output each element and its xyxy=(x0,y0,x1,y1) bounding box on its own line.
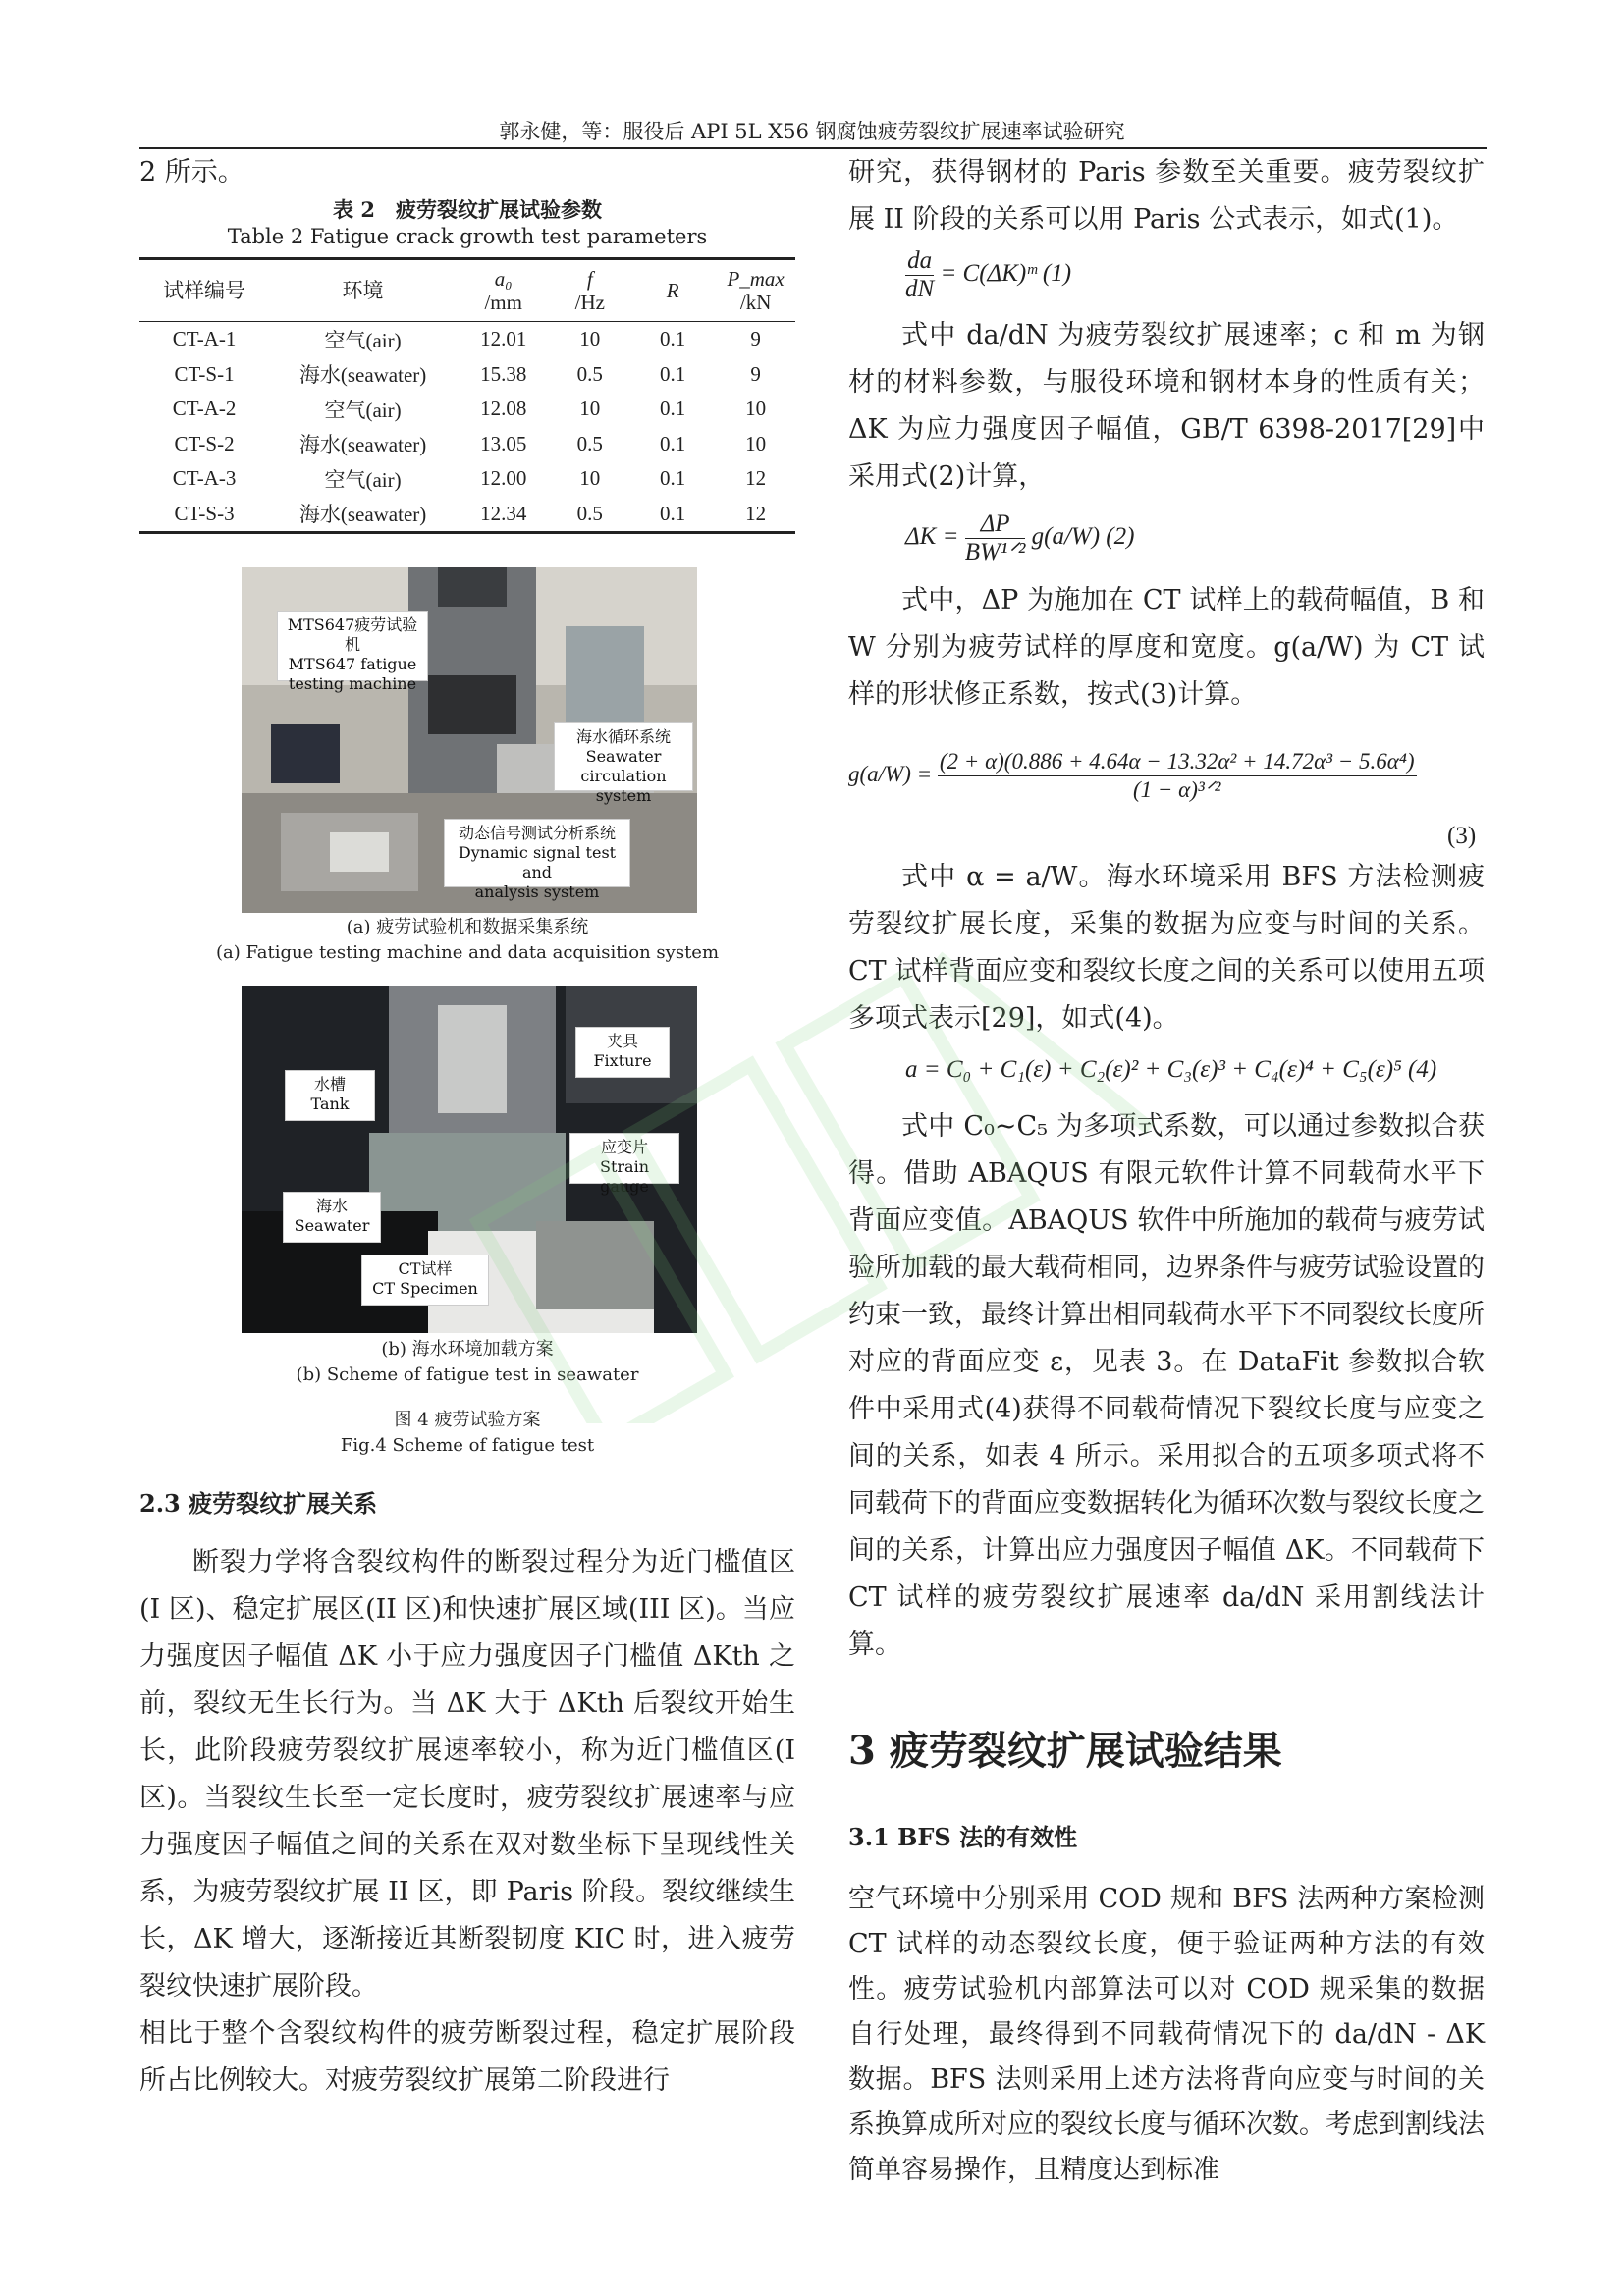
photo-seawater-scheme xyxy=(242,986,697,1333)
label-seawater-system: 海水循环系统 Seawater circulation system xyxy=(554,722,693,791)
table-caption-en: Table 2 Fatigue crack growth test parameters xyxy=(227,225,708,248)
photo-testing-machine xyxy=(242,567,697,913)
section-2-3-heading: 2.3 疲劳裂纹扩展关系 xyxy=(139,1489,378,1518)
paragraph: 空气环境中分别采用 COD 规和 BFS 法两种方案检测 CT 试样的动态裂纹长度，便于验证两种方法的有效性。疲劳试验机内部算法可以对 COD 规采集的数据自行处理，最终得到不同载荷情况下的 da/dN - ΔK 数据。BFS 法则采用上述方法将背向应变与时间的关系换算成所对应的裂纹长度与循环次数。考虑到割线法简单容易操作，且精度达到标准 xyxy=(848,1884,1485,2185)
figure-caption-cn: 图 4 疲劳试验方案 xyxy=(394,1410,541,1430)
label-signal-system: 动态信号测试分析系统 Dynamic signal test and analysis system xyxy=(444,819,630,887)
col-header: 试样编号 xyxy=(163,279,246,302)
section-3-1-heading: 3.1 BFS 法的有效性 xyxy=(848,1823,1078,1851)
fig-b-caption-cn: (b) 海水环境加载方案 xyxy=(381,1339,554,1360)
equation-1: $\frac{da}{dN}$ = C(ΔK)ᵐ (1) xyxy=(905,247,1072,302)
col-header: 环境 xyxy=(342,279,384,302)
intro-line: 2 所示。 xyxy=(139,157,244,187)
paragraph: 式中 α = a/W。海水环境采用 BFS 方法检测疲劳裂纹扩展长度，采集的数据为应变与时间的关系。CT 试样背面应变和裂纹长度之间的关系可以使用五项多项式表示[29]，如式(4)。 xyxy=(848,862,1485,1034)
table-row: CT-A-1 空气(air) 12.01 10 0.1 9 xyxy=(172,327,761,352)
label-strain-gauge: 应变片 Strain gauge xyxy=(569,1133,679,1184)
label-machine: MTS647疲劳试验机 MTS647 fatigue testing machine xyxy=(277,611,428,681)
equation-2: ΔK = $\frac{\Delta P}{\text{BW¹ᐟ²}}$ g(a/W) (2) xyxy=(905,510,1135,565)
paragraph: 相比于整个含裂纹构件的疲劳断裂过程，稳定扩展阶段所占比例较大。对疲劳裂纹扩展第二阶段进行 xyxy=(139,2018,795,2096)
figure-caption-en: Fig.4 Scheme of fatigue test xyxy=(340,1435,595,1456)
table-caption-cn: 表 2 疲劳裂纹扩展试验参数 xyxy=(333,197,602,222)
label-fixture: 夹具 Fixture xyxy=(575,1027,670,1078)
col-header: f /Hz xyxy=(574,267,605,314)
label-tank: 水槽 Tank xyxy=(285,1070,375,1121)
fig-b-caption-en: (b) Scheme of fatigue test in seawater xyxy=(296,1364,639,1385)
section-2-3-body xyxy=(139,1539,795,2105)
label-ct-specimen: CT试样 CT Specimen xyxy=(361,1255,489,1306)
equation-3-number: (3) xyxy=(1447,823,1477,849)
fig-a-caption-cn: (a) 疲劳试验机和数据采集系统 xyxy=(346,917,589,937)
fig-a-caption-en: (a) Fatigue testing machine and data acquisition system xyxy=(215,942,720,963)
col-header: R xyxy=(666,279,679,302)
params-table xyxy=(139,257,795,534)
equation-3: g(a/W) = $\frac{\text{(2 + α)(0.886 + 4.64α − 13.32α² + 14.72α³ − 5.6α⁴)}}{\text{(1 − α)³ᐟ²}}$ xyxy=(848,749,1415,802)
table-row: CT-A-3 空气(air) 12.00 10 0.1 12 xyxy=(172,466,767,492)
paragraph: 式中 C₀~C₅ 为多项式系数，可以通过参数拟合获得。借助 ABAQUS 有限元软件计算不同载荷水平下背面应变值。ABAQUS 软件中所施加的载荷与疲劳试验所加载的最大载荷相同，边界条件与疲劳试验设置的约束一致，最终计算出相同载荷水平下不同裂纹长度所对应的背面应变 ε，见表 3。在 DataFit 参数拟合软件中采用式(4)获得不同载荷情况下裂纹长度与应变之间的关系，如表 4 所示。采用拟合的五项多项式将不同载荷下的背面应变数据转化为循环次数与裂纹长度之间的关系，计算出应力强度因子幅值 ΔK。不同载荷下 CT 试样的疲劳裂纹扩展速率 da/dN 采用割线法计算。 xyxy=(848,1111,1485,1660)
col-header: P_max /kN xyxy=(727,267,785,314)
paragraph: 断裂力学将含裂纹构件的断裂过程分为近门槛值区(I 区)、稳定扩展区(II 区)和快速扩展区域(III 区)。当应力强度因子幅值 ΔK 小于应力强度因子门槛值 ΔKth 之前，裂纹无生长行为。当 ΔK 大于 ΔKth 后裂纹开始生长，此阶段疲劳裂纹扩展速率较小，称为近门槛值区(I 区)。当裂纹生长至一定长度时，疲劳裂纹扩展速率与应力强度因子幅值之间的关系在双对数坐标下呈现线性关系，为疲劳裂纹扩展 II 区，即 Paris 阶段。裂纹继续生长，ΔK 增大，逐渐接近其断裂韧度 KIC 时，进入疲劳裂纹快速扩展阶段。 xyxy=(139,1547,795,2002)
table-row: CT-A-2 空气(air) 12.08 10 0.1 10 xyxy=(172,397,767,422)
table-row: CT-S-3 海水(seawater) 12.34 0.5 0.1 12 xyxy=(139,497,795,533)
label-seawater: 海水 Seawater xyxy=(283,1192,381,1243)
paragraph: 研究，获得钢材的 Paris 参数至关重要。疲劳裂纹扩展 II 阶段的关系可以用 Paris 公式表示，如式(1)。 xyxy=(848,157,1485,235)
equation-4: a = C₀ + C₁(ε) + C₂(ε)² + C₃(ε)³ + C₄(ε)⁴ + C₅(ε)⁵ (4) xyxy=(905,1056,1437,1083)
section-3-heading: 3 疲劳裂纹扩展试验结果 xyxy=(848,1728,1282,1774)
running-title: 郭永健，等：服役后 API 5L X56 钢腐蚀疲劳裂纹扩展速率试验研究 xyxy=(499,120,1125,143)
col-header: a₀ /mm xyxy=(484,267,522,314)
table-row: CT-S-1 海水(seawater) 15.38 0.5 0.1 9 xyxy=(174,361,761,388)
table-row: CT-S-2 海水(seawater) 13.05 0.5 0.1 10 xyxy=(174,431,767,457)
table-header-row xyxy=(139,259,795,322)
paragraph: 式中，ΔP 为施加在 CT 试样上的载荷幅值，B 和 W 分别为疲劳试样的厚度和宽度。g(a/W) 为 CT 试样的形状修正系数，按式(3)计算。 xyxy=(848,585,1485,710)
paragraph: 式中 da/dN 为疲劳裂纹扩展速率；c 和 m 为钢材的材料参数，与服役环境和钢材本身的性质有关；ΔK 为应力强度因子幅值，GB/T 6398-2017[29]中采用式(2)计算， xyxy=(848,320,1485,492)
